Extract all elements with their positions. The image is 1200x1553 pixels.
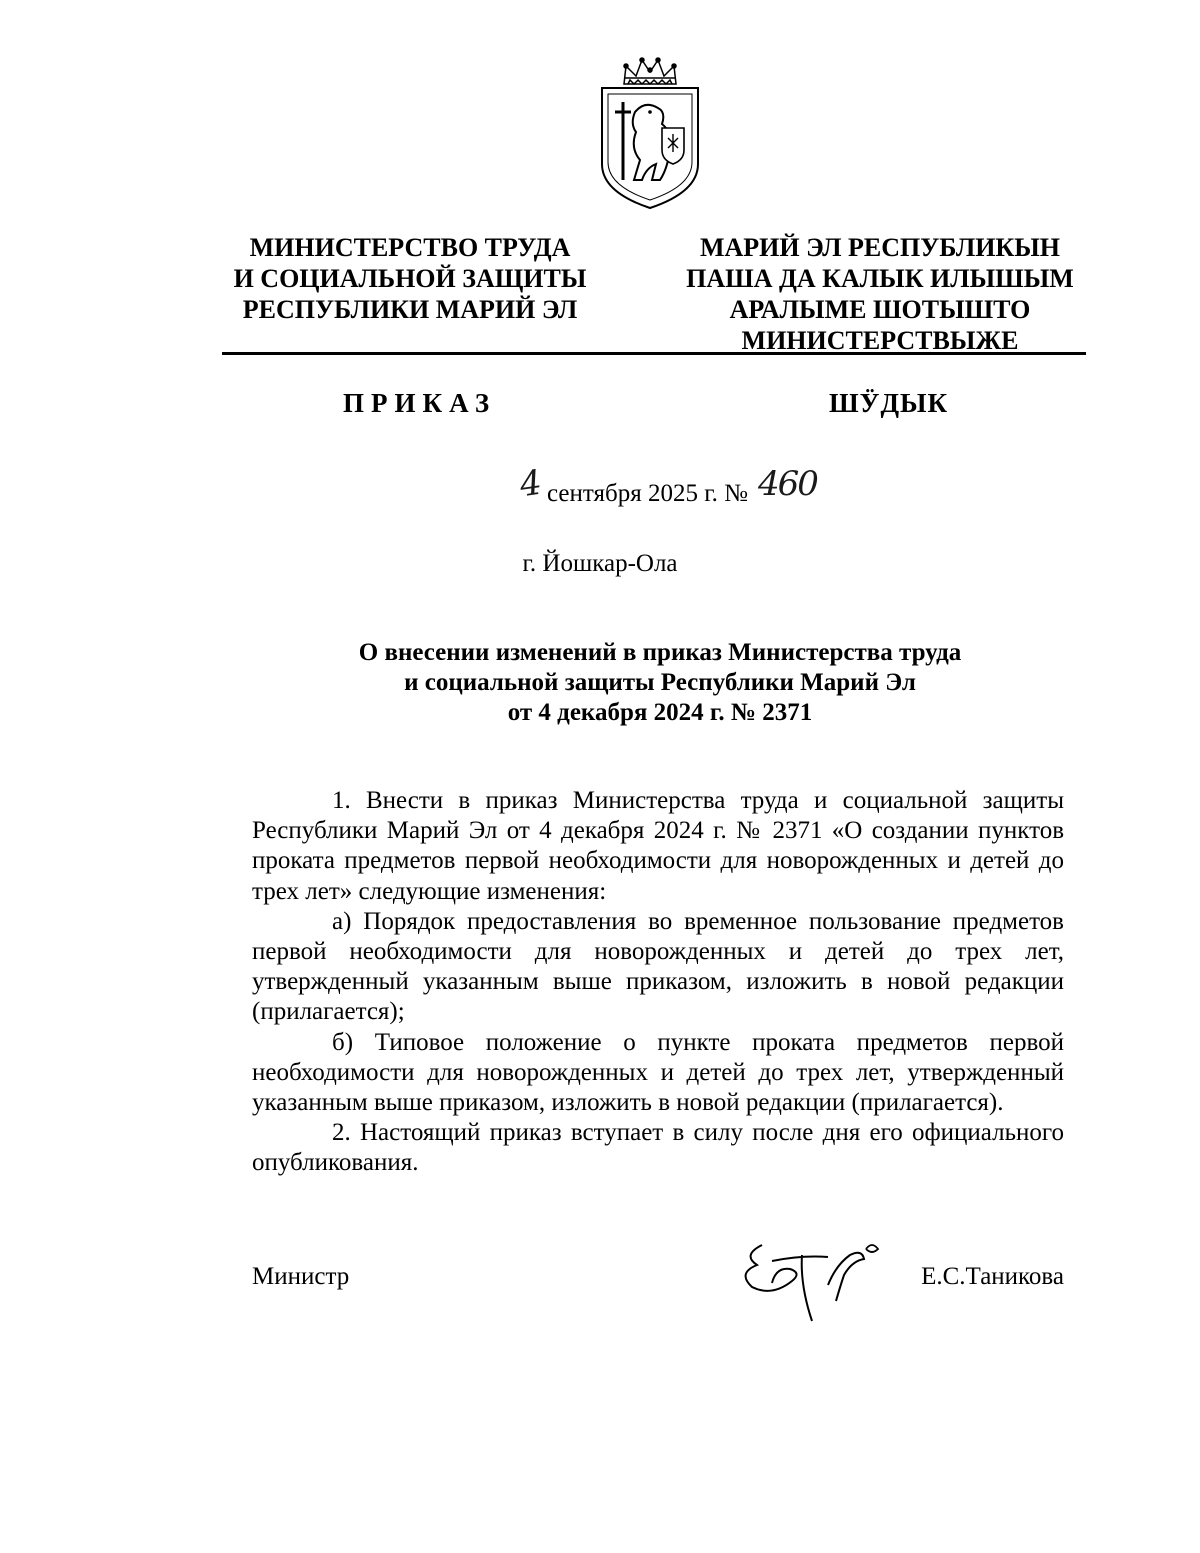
order-title-line: О внесении изменений в приказ Министерства труда bbox=[358, 639, 962, 666]
date-line bbox=[450, 462, 870, 520]
signatory-name: Е.С.Таникова bbox=[921, 1263, 1064, 1290]
handwritten-order-number: 460 bbox=[758, 464, 817, 504]
date-month-year: сентября 2025 г. № bbox=[547, 480, 748, 507]
order-title-line: и социальной защиты Республики Марий Эл bbox=[404, 669, 916, 696]
city-name: г. Йошкар-Ола bbox=[522, 550, 678, 577]
body-paragraph: б) Типовое положение о пункте проката предметов первой необходимости для новорожденных и детей до трех лет, утвержденный указанным выше приказом, изложить в новой редакции (прилагается). bbox=[252, 1028, 1064, 1117]
order-title bbox=[250, 638, 1070, 728]
body-paragraph: а) Порядок предоставления во временное пользование предметов первой необходимости для новорожденных и детей до трех лет, утвержденный указанным выше приказом, изложить в новой редакции (прилагается); bbox=[252, 907, 1064, 1026]
ministry-name-ru-line: МИНИСТЕРСТВО ТРУДА bbox=[249, 233, 571, 262]
doc-type-mari: ШӰДЫК bbox=[829, 388, 949, 418]
ministry-name-russian bbox=[210, 232, 610, 325]
signature-block bbox=[252, 1255, 1064, 1335]
order-body bbox=[252, 786, 1064, 1179]
ministry-name-mari-line: МИНИСТЕРСТВЫЖЕ bbox=[741, 326, 1019, 355]
body-paragraph: 1. Внести в приказ Министерства труда и социальной защиты Республики Марий Эл от 4 декабря 2024 г. № 2371 «О создании пунктов проката предметов первой необходимости для новорожденных и детей до трех лет» следующие изменения: bbox=[252, 787, 1064, 905]
ministry-name-ru-line: РЕСПУБЛИКИ МАРИЙ ЭЛ bbox=[242, 295, 578, 324]
ministry-name-mari-line: АРАЛЫМЕ ШОТЫШТО bbox=[729, 295, 1031, 324]
handwritten-day: 4 bbox=[517, 462, 545, 506]
ministry-name-mari-line: ПАША ДА КАЛЫК ИЛЫШЫМ bbox=[686, 264, 1074, 293]
doc-type-russian: ПРИКАЗ bbox=[343, 388, 497, 418]
ministry-name-mari-line: МАРИЙ ЭЛ РЕСПУБЛИКЫН bbox=[699, 233, 1061, 262]
body-paragraph: 2. Настоящий приказ вступает в силу после дня его официального опубликования. bbox=[252, 1119, 1064, 1177]
ministry-name-mari bbox=[665, 232, 1095, 356]
signatory-title: Министр bbox=[252, 1263, 350, 1290]
marii-el-coat-of-arms-icon bbox=[590, 52, 710, 212]
ministry-name-ru-line: И СОЦИАЛЬНОЙ ЗАЩИТЫ bbox=[233, 264, 587, 293]
header-divider bbox=[222, 352, 1086, 355]
handwritten-signature-icon bbox=[732, 1225, 892, 1335]
order-title-line: от 4 декабря 2024 г. № 2371 bbox=[507, 699, 813, 726]
